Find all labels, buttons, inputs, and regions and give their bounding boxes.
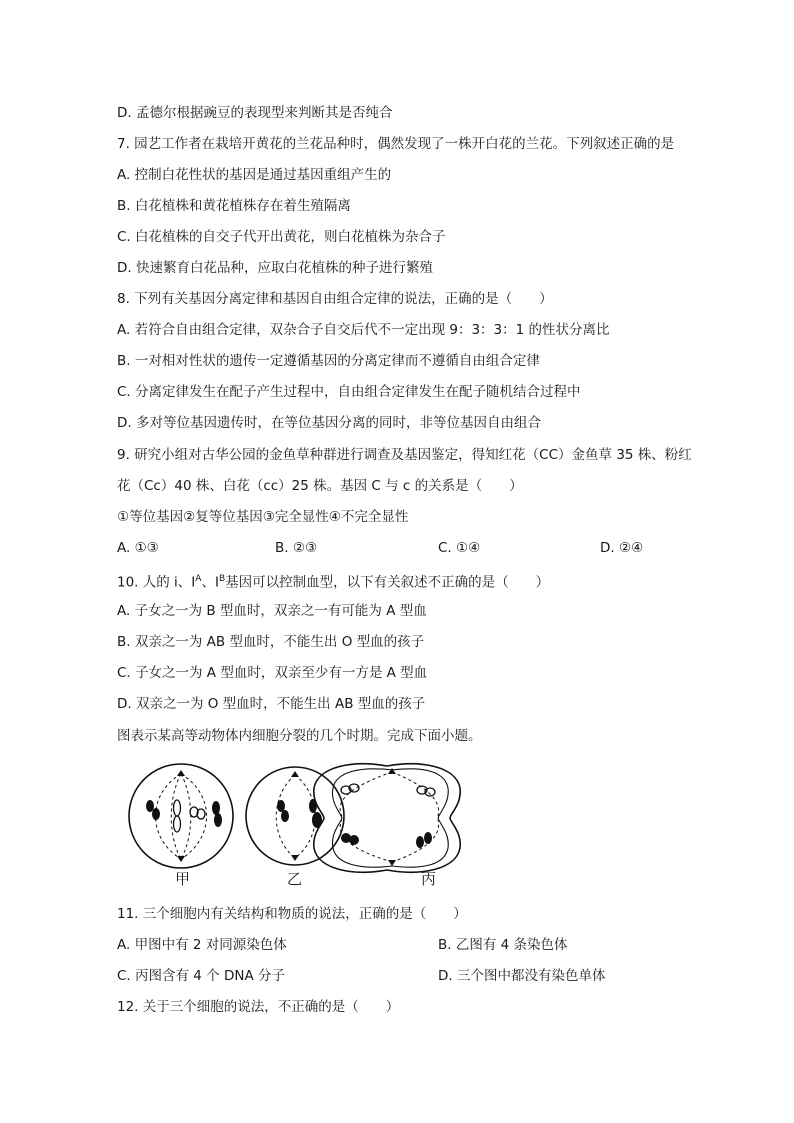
cell-jia [129, 764, 233, 868]
q9-statements: ①等位基因②复等位基因③完全显性④不完全显性 [117, 509, 409, 525]
cell-yi [246, 767, 344, 865]
q9-option-a: A. ①③ [117, 540, 159, 556]
q10-stem: 10. 人的 i、$I^A$、$I^B$基因可以控制血型，以下有关叙述不正确的是（ ） [117, 574, 550, 591]
q10-option-c: C. 子女之一为 A 型血时，双亲至少有一方是 A 型血 [117, 665, 428, 681]
label-bing: 丙 [421, 870, 437, 888]
q9-option-d: D. ②④ [600, 540, 644, 556]
cell-division-diagram [120, 758, 480, 878]
q8-option-c: C. 分离定律发生在配子产生过程中，自由组合定律发生在配子随机结合过程中 [117, 384, 581, 400]
q11-option-b: B. 乙图有 4 条染色体 [438, 937, 568, 953]
label-jia: 甲 [175, 870, 191, 888]
q12-stem: 12. 关于三个细胞的说法，不正确的是（ ） [117, 999, 400, 1015]
q7-option-b: B. 白花植株和黄花植株存在着生殖隔离 [117, 198, 351, 214]
label-yi: 乙 [287, 870, 303, 888]
q11-stem: 11. 三个细胞内有关结构和物质的说法，正确的是（ ） [117, 906, 467, 922]
cell-bing [314, 764, 460, 872]
q8-stem: 8. 下列有关基因分离定律和基因自由组合定律的说法，正确的是（ ） [117, 291, 553, 307]
q11-option-c: C. 丙图含有 4 个 DNA 分子 [117, 968, 285, 984]
q11-option-d: D. 三个图中都没有染色单体 [438, 968, 606, 984]
cell-division-figure [120, 758, 480, 893]
q10-option-d: D. 双亲之一为 O 型血时，不能生出 AB 型血的孩子 [117, 696, 426, 712]
q9-option-c: C. ①④ [438, 540, 481, 556]
q10-option-a: A. 子女之一为 B 型血时，双亲之一有可能为 A 型血 [117, 603, 427, 619]
q7-option-a: A. 控制白花性状的基因是通过基因重组产生的 [117, 167, 392, 183]
q9-option-b: B. ②③ [275, 540, 318, 556]
q6-option-d: D. 孟德尔根据豌豆的表现型来判断其是否纯合 [117, 105, 393, 121]
q8-option-d: D. 多对等位基因遗传时，在等位基因分离的同时，非等位基因自由组合 [117, 415, 541, 431]
q9-stem-line2: 花（Cc）40 株、白花（cc）25 株。基因 C 与 c 的关系是（ ） [117, 478, 523, 494]
q11-option-a: A. 甲图中有 2 对同源染色体 [117, 937, 287, 953]
q9-stem-line1: 9. 研究小组对古华公园的金鱼草种群进行调查及基因鉴定，得知红花（CC）金鱼草 35 株、粉红 [117, 447, 692, 463]
q7-stem: 7. 园艺工作者在栽培开黄花的兰花品种时，偶然发现了一株开白花的兰花。下列叙述正确的是 [117, 136, 675, 152]
q7-option-c: C. 白花植株的自交子代开出黄花，则白花植株为杂合子 [117, 229, 446, 245]
q8-option-a: A. 若符合自由组合定律，双杂合子自交后代不一定出现 9：3：3：1 的性状分离比 [117, 322, 610, 338]
q8-option-b: B. 一对相对性状的遗传一定遵循基因的分离定律而不遵循自由组合定律 [117, 353, 540, 369]
q10-option-b: B. 双亲之一为 AB 型血时，不能生出 O 型血的孩子 [117, 634, 425, 650]
figure-intro: 图表示某高等动物体内细胞分裂的几个时期。完成下面小题。 [117, 728, 482, 744]
q7-option-d: D. 快速繁育白花品种，应取白花植株的种子进行繁殖 [117, 260, 433, 276]
